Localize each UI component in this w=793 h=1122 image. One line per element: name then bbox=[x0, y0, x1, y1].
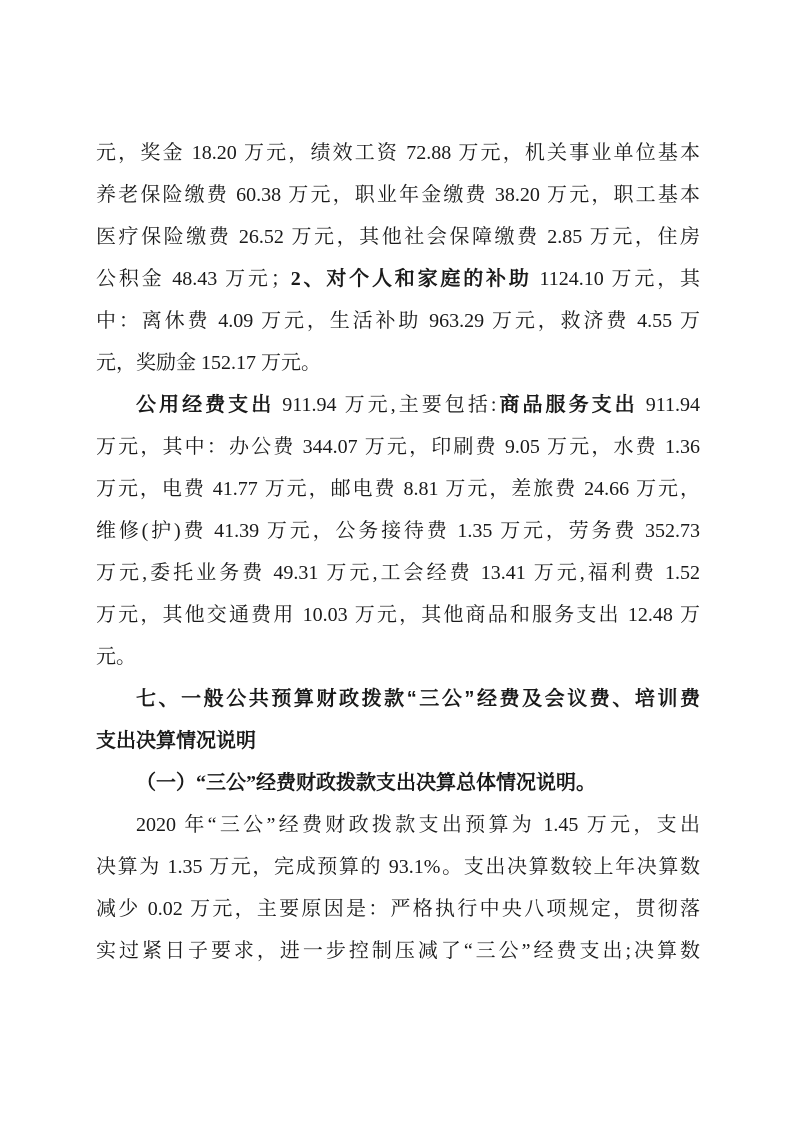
text-run: 实过紧日子要求，进一步控制压减了“三公”经费支出;决算数 bbox=[96, 940, 700, 962]
text-run: 中：离休费 4.09 万元，生活补助 963.29 万元，救济费 4.55 万 bbox=[96, 310, 700, 332]
bold-text-run: 商品服务支出 bbox=[496, 394, 638, 416]
text-run: 911.94 bbox=[637, 394, 700, 416]
text-run: 元。 bbox=[96, 646, 136, 668]
text-line bbox=[96, 762, 700, 804]
bold-text-run: 2、对个人和家庭的补助 bbox=[290, 268, 532, 290]
text-run: 万元，其中：办公费 344.07 万元，印刷费 9.05 万元，水费 1.36 bbox=[96, 436, 700, 458]
text-line bbox=[96, 594, 700, 636]
text-line bbox=[96, 678, 700, 720]
text-line bbox=[96, 384, 700, 426]
text-run: 决算为 1.35 万元，完成预算的 93.1%。支出决算数较上年决算数 bbox=[96, 856, 700, 878]
text-line bbox=[96, 258, 700, 300]
text-line bbox=[96, 174, 700, 216]
text-run: 医疗保险缴费 26.52 万元，其他社会保障缴费 2.85 万元，住房 bbox=[96, 226, 700, 248]
text-run: 公积金 48.43 万元； bbox=[96, 268, 291, 290]
text-run: 元，奖励金 152.17 万元。 bbox=[96, 352, 321, 374]
paragraph-personnel-funds-continuation bbox=[96, 132, 700, 384]
text-run: 万元,委托业务费 49.31 万元,工会经费 13.41 万元,福利费 1.52 bbox=[96, 562, 700, 584]
text-run: 减少 0.02 万元，主要原因是：严格执行中央八项规定，贯彻落 bbox=[96, 898, 700, 920]
text-run: 元，奖金 18.20 万元，绩效工资 72.88 万元，机关事业单位基本 bbox=[96, 142, 700, 164]
text-run: 1124.10 万元，其 bbox=[531, 268, 700, 290]
bold-text-run: 公用经费支出 bbox=[136, 394, 275, 416]
text-run: 维修(护)费 41.39 万元，公务接待费 1.35 万元，劳务费 352.73 bbox=[96, 520, 700, 542]
text-line bbox=[96, 342, 700, 384]
text-run: 养老保险缴费 60.38 万元，职业年金缴费 38.20 万元，职工基本 bbox=[96, 184, 700, 206]
paragraph-section-seven-heading bbox=[96, 678, 700, 762]
text-run: 2020 年“三公”经费财政拨款支出预算为 1.45 万元，支出 bbox=[136, 814, 700, 836]
text-line bbox=[96, 216, 700, 258]
text-line bbox=[96, 426, 700, 468]
text-line bbox=[96, 846, 700, 888]
document-body bbox=[96, 132, 700, 972]
text-line bbox=[96, 720, 700, 762]
text-line bbox=[96, 888, 700, 930]
paragraph-sangong-overview bbox=[96, 804, 700, 972]
text-line bbox=[96, 510, 700, 552]
paragraph-subsection-one-heading bbox=[96, 762, 700, 804]
bold-text-run: （一）“三公”经费财政拨款支出决算总体情况说明。 bbox=[136, 772, 596, 794]
text-line bbox=[96, 468, 700, 510]
text-line bbox=[96, 804, 700, 846]
paragraph-public-expense-funds bbox=[96, 384, 700, 678]
bold-text-run: 支出决算情况说明 bbox=[96, 730, 256, 752]
text-line bbox=[96, 132, 700, 174]
text-run: 911.94 万元,主要包括: bbox=[274, 394, 497, 416]
text-line bbox=[96, 636, 700, 678]
text-run: 万元，电费 41.77 万元，邮电费 8.81 万元，差旅费 24.66 万元， bbox=[96, 478, 700, 500]
text-line bbox=[96, 930, 700, 972]
text-line bbox=[96, 300, 700, 342]
text-run: 万元，其他交通费用 10.03 万元，其他商品和服务支出 12.48 万 bbox=[96, 604, 700, 626]
text-line bbox=[96, 552, 700, 594]
bold-text-run: 七、一般公共预算财政拨款“三公”经费及会议费、培训费 bbox=[136, 688, 700, 710]
